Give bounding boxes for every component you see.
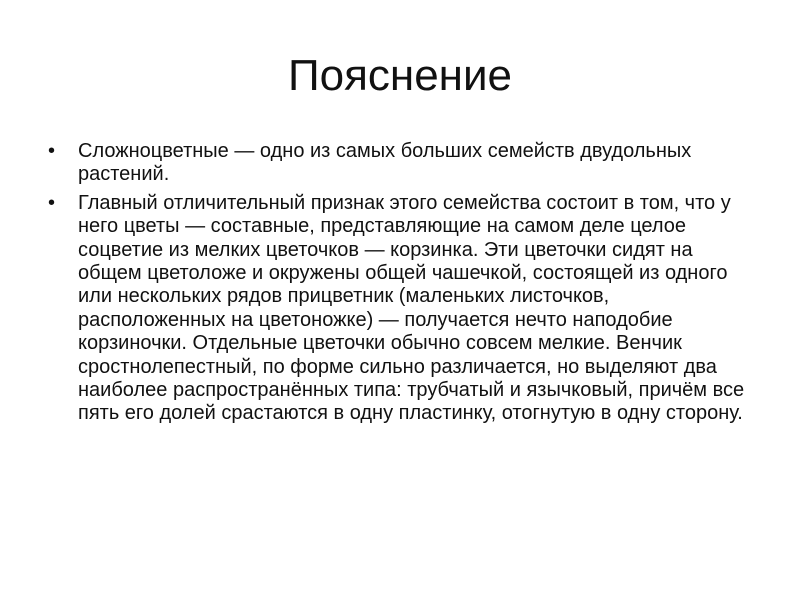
bullet-text-1: Сложноцветные — одно из самых больших семейств двудольных растений. bbox=[78, 140, 692, 186]
slide-title: Пояснение bbox=[287, 51, 513, 100]
bullet-marker-1: • bbox=[48, 140, 56, 162]
bullet-text-2: Главный отличительный признак этого семейства состоит в том, что у него цветы — составные, представляющие на самом деле целое соцветие из мелких цветочков — корзинка. Эти цветочки сидят на общем цветоложе и окружены общей чашечкой, состоящей из одного или нескольких рядов прицветник (маленьких листочков, расположенных на цветоножке) — получается нечто наподобие корзиночки. Отдельные цветочки обычно совсем мелкие. Венчик сростнолепестный, по форме сильно различается, но выделяют два наиболее распространённых типа: трубчатый и язычковый, причём все пять его долей срастаются в одну пластинку, отогнутую в одну сторону. bbox=[78, 191, 745, 425]
bullet-item-1 bbox=[48, 140, 748, 187]
bullet-list bbox=[48, 140, 748, 431]
bullet-item-2 bbox=[48, 192, 748, 426]
bullet-marker-2: • bbox=[48, 191, 56, 214]
